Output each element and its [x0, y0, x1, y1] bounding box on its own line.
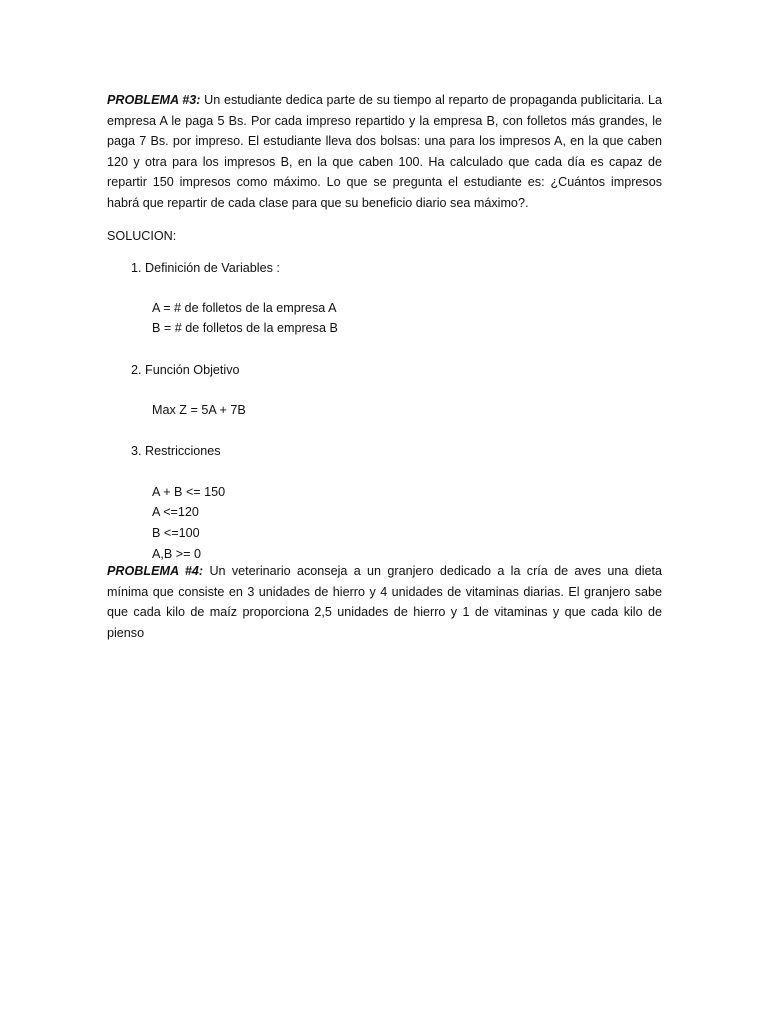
step-3-title: 3. Restricciones	[131, 444, 221, 458]
problem-3-text: Un estudiante dedica parte de su tiempo al reparto de propaganda publicitaria. La empresa A le paga 5 Bs. Por cada impreso repartido y la empresa B, con folletos más grandes, le paga 7 Bs. por impreso. El estudiante lleva dos bolsas: una para los impresos A, en la que caben 120 y otra para los impresos B, en la que caben 100. Ha calculado que cada día es capaz de repartir 150 impresos como máximo. Lo que se pregunta el estudiante es: ¿Cuántos impresos habrá que repartir de cada clase para que su beneficio diario sea máximo?.	[107, 93, 663, 210]
problem-4-heading: PROBLEMA #4:	[107, 564, 204, 578]
variable-b-definition: B = # de folletos de la empresa B	[152, 321, 338, 335]
constraint-a: A <=120	[152, 505, 199, 519]
constraint-nonnegativity: A,B >= 0	[152, 547, 202, 561]
constraint-total: A + B <= 150	[152, 485, 226, 499]
problem-3-heading: PROBLEMA #3:	[107, 93, 201, 107]
problem-4-text: Un veterinario aconseja a un granjero dedicado a la cría de aves una dieta mínima que consiste en 3 unidades de hierro y 4 unidades de vitaminas diarias. El granjero sabe que cada kilo de maíz proporciona 2,5 unidades de hierro y 1 de vitaminas y que cada kilo de pienso	[107, 564, 663, 640]
variable-a-definition: A = # de folletos de la empresa A	[152, 301, 337, 315]
step-1-title: 1. Definición de Variables :	[131, 261, 280, 275]
step-2-title: 2. Función Objetivo	[131, 363, 240, 377]
solution-label: SOLUCION:	[107, 229, 177, 243]
objective-function: Max Z = 5A + 7B	[152, 403, 246, 417]
problem-3-paragraph	[107, 90, 662, 213]
problem-4-paragraph	[107, 561, 662, 643]
constraint-b: B <=100	[152, 526, 200, 540]
